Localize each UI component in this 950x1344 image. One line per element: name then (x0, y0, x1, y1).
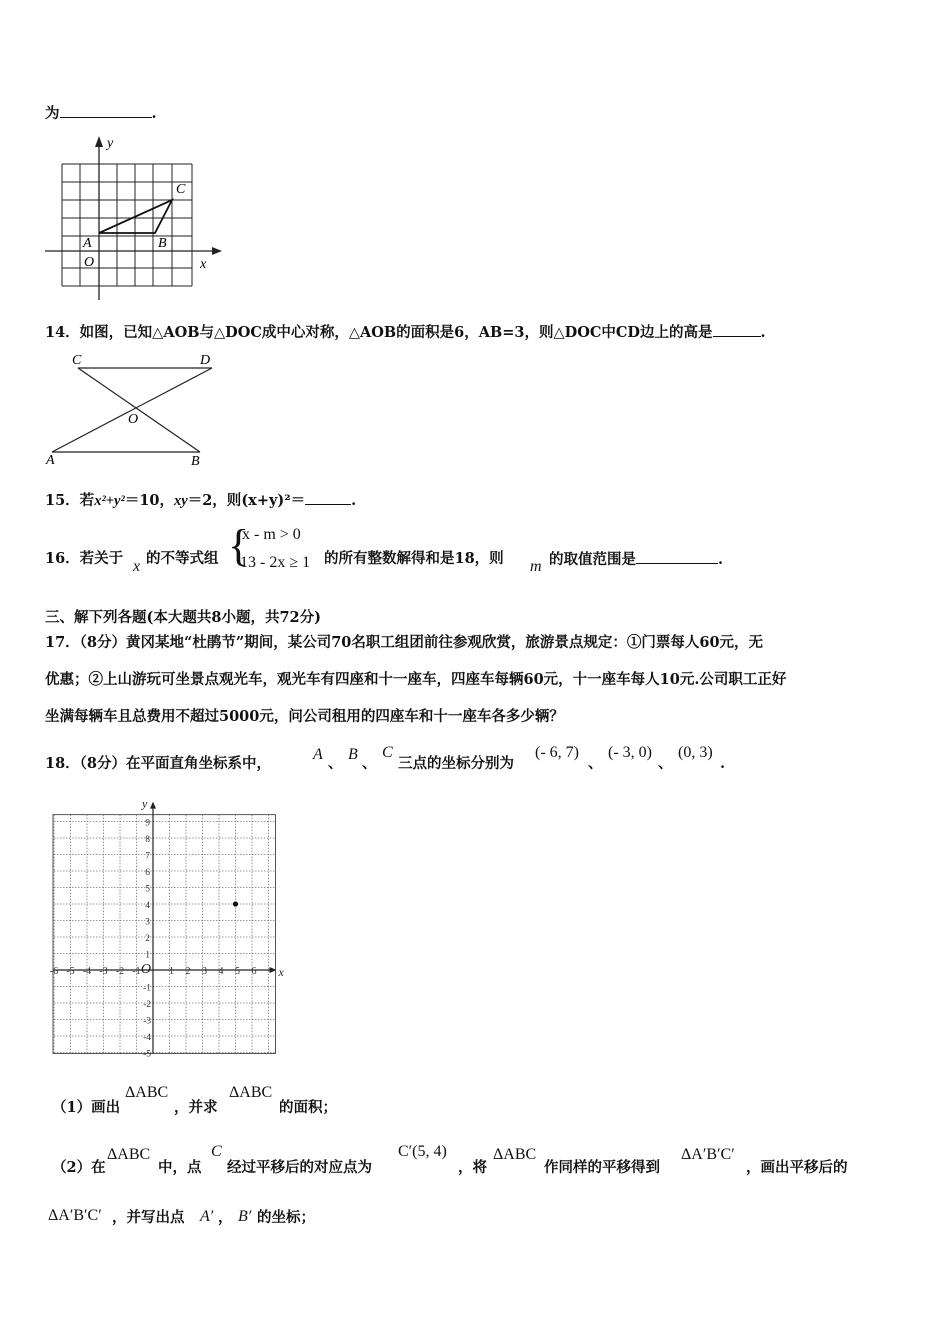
q18-sep2: 、 (362, 755, 377, 772)
x-tick-label: -1 (132, 966, 141, 977)
point-a-label: A (46, 453, 55, 468)
q14-answer-blank (713, 322, 761, 337)
x-tick-label: 6 (251, 966, 257, 977)
point-c-label: C (72, 353, 82, 368)
q18-sep3: 、 (588, 755, 603, 772)
x-tick-label: -3 (99, 966, 108, 977)
q18-coordinate-grid (40, 795, 284, 1060)
q15-prefix: 15．若 (45, 492, 95, 509)
x-arrow-icon (212, 247, 222, 255)
point-c-label: C (176, 182, 186, 197)
q18-mid: 三点的坐标分别为 (398, 755, 514, 772)
x-tick-label: 4 (218, 966, 224, 977)
y-tick-label: 1 (145, 950, 150, 961)
q16-ineq1: x - m > 0 (242, 526, 301, 543)
section3-title: 三、解下列各题(本大题共8小题，共72分) (45, 609, 321, 626)
q18-p2-triprime2: ΔA′B′C′ (48, 1207, 102, 1224)
q15-expr1: x²+y² (94, 493, 125, 509)
q14-text: 14．如图，已知△AOB与△DOC成中心对称，△AOB的面积是6，AB=3，则△DOC中CD边上的高是 (45, 324, 713, 341)
q17-line2: 优惠；②上山游玩可坐景点观光车，观光车有四座和十一座车，四座车每辆60元，十一座车每人10元.公司职工正好 (45, 671, 787, 688)
q16-var-m: m (530, 558, 542, 575)
x-label: x (200, 257, 207, 272)
x-tick-label: -4 (82, 966, 92, 977)
q17-line3: 坐满每辆车且总费用不超过5000元，问公司租用的四座车和十一座车各多少辆？ (45, 708, 564, 725)
q18-p2-cprime: C′(5, 4) (398, 1143, 447, 1160)
y-tick-label: 3 (145, 917, 150, 928)
q18-prefix: 18．（8分）在平面直角坐标系中， (45, 755, 272, 772)
q18-p2-mid2: 经过平移后的对应点为 (227, 1159, 372, 1176)
y-tick-label: -2 (143, 1000, 151, 1010)
q14-end: . (760, 324, 766, 341)
q13-answer-blank (60, 103, 152, 118)
point-o-label: O (128, 412, 139, 427)
y-tick-label: 7 (145, 851, 150, 862)
point-d-label: D (200, 353, 211, 368)
q13-end: . (151, 105, 157, 122)
x-tick-label: -2 (115, 966, 125, 977)
q18-p1-suffix: 的面积； (279, 1099, 337, 1116)
q18-p2-bprime: B′ (238, 1208, 252, 1225)
x-axis-label: x (278, 965, 284, 979)
q14-line (45, 322, 766, 343)
y-tick-label: 6 (145, 868, 150, 878)
y-tick-label: 8 (145, 835, 150, 845)
q17-line1: 17．（8分）黄冈某地“杜鹃节”期间，某公司70名职工组团前往参观欣赏，旅游景点规定：①门票每人60元，无 (45, 634, 764, 651)
q18-p2-prefix: （2）在 (52, 1159, 106, 1176)
q16-end: . (718, 551, 724, 568)
q15-expr2: xy (174, 493, 188, 509)
x-tick-label: 2 (185, 966, 191, 977)
origin-label: O (84, 255, 95, 270)
y-arrow-icon (150, 802, 156, 809)
q15-end: . (351, 492, 357, 509)
q18-p2-line2-end: 的坐标； (257, 1209, 315, 1226)
q18-p2-line2-mid: ，并写出点 (112, 1209, 185, 1226)
q18-p1-prefix: （1）画出 (52, 1099, 121, 1116)
q18-var-b: B (348, 746, 358, 763)
y-tick-label: 9 (145, 818, 150, 829)
q15-mid2: ＝2，则 (187, 492, 242, 509)
q18-p2-comma: ， (218, 1209, 233, 1226)
q15-expr3: (x+y)² (241, 492, 291, 509)
q18-end: . (720, 755, 726, 772)
x-tick-label: 3 (202, 966, 207, 977)
q18-p2-tri: ΔABC (107, 1146, 151, 1163)
q16-prefix: 16．若关于 (45, 550, 124, 567)
y-tick-label: 5 (145, 884, 150, 895)
y-tick-label: -1 (143, 983, 151, 994)
q18-coord-c: (0, 3) (678, 744, 713, 761)
q18-p1-mid: ，并求 (174, 1099, 218, 1116)
q18-sep4: 、 (658, 755, 673, 772)
q18-p2-tri2: ΔABC (493, 1146, 537, 1163)
point-c-prime (233, 901, 238, 906)
x-tick-label: 1 (169, 966, 174, 977)
q18-p2-var-c: C (211, 1143, 222, 1160)
q16-var-x: x (133, 558, 141, 575)
q16-answer-blank (636, 549, 718, 564)
x-tick-label: 5 (235, 966, 240, 977)
x-tick-label: -6 (49, 966, 59, 977)
q15-mid1: ＝10， (124, 492, 175, 509)
x-tick-label: -5 (66, 966, 75, 977)
q16-ineq2: 13 - 2x ≥ 1 (240, 554, 311, 571)
point-b-label: B (191, 454, 200, 469)
q18-p2-mid4: 作同样的平移得到 (544, 1159, 660, 1176)
q16-suffix-line (549, 549, 723, 570)
y-tick-label: 2 (145, 934, 150, 944)
q16-brace: { (228, 521, 250, 570)
q13-line (45, 103, 157, 124)
q18-p1-tri2: ΔABC (229, 1084, 273, 1101)
q16-mid2: 的所有整数解得和是18，则 (324, 550, 504, 567)
y-arrow-icon (95, 136, 103, 147)
q15-mid3: ＝ (290, 492, 306, 509)
point-a-label: A (83, 236, 92, 251)
q18-p2-mid5: ，画出平移后的 (746, 1159, 848, 1176)
y-axis-label: y (142, 796, 148, 811)
q18-p2-mid1: 中，点 (158, 1159, 202, 1176)
q15-line (45, 490, 356, 511)
q13-text: 为 (45, 105, 60, 122)
q18-coord-b: (- 3, 0) (608, 744, 652, 761)
q18-p2-triprime: ΔA′B′C′ (681, 1146, 735, 1163)
y-tick-label: 4 (145, 901, 150, 911)
q18-sep1: 、 (328, 755, 343, 772)
q15-answer-blank (305, 490, 351, 505)
q18-p2-mid3: ，将 (458, 1159, 487, 1176)
q18-coord-a: (- 6, 7) (535, 744, 579, 761)
q18-var-c: C (382, 744, 393, 761)
grid-frame (53, 815, 276, 1054)
point-b-label: B (158, 236, 167, 251)
q16-mid: 的不等式组 (146, 550, 219, 567)
y-tick-label: -3 (143, 1016, 151, 1027)
q18-p1-tri1: ΔABC (125, 1084, 169, 1101)
q16-suffix: 的取值范围是 (549, 551, 636, 568)
q18-p2-aprime: A′ (200, 1208, 214, 1225)
q13-grid-figure (40, 130, 230, 302)
q18-var-a: A (313, 746, 323, 763)
origin-label: O (140, 962, 151, 977)
q14-figure (40, 348, 230, 472)
y-tick-label: -4 (143, 1033, 151, 1043)
y-label: y (107, 136, 114, 151)
y-tick-label: -5 (143, 1049, 151, 1060)
